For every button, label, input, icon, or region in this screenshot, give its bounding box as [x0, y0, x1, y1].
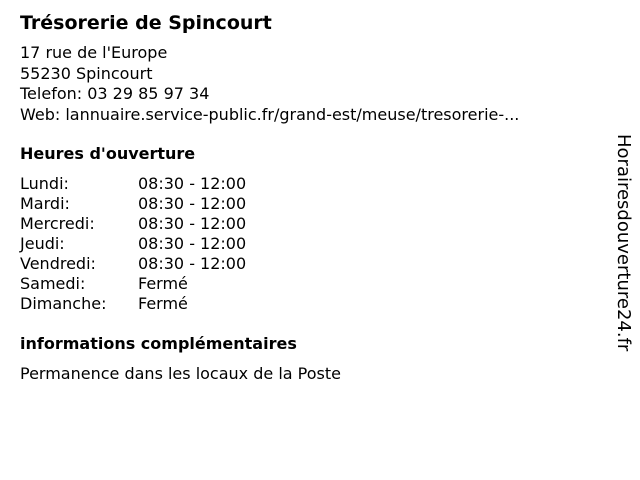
day-label: Samedi:	[20, 274, 86, 293]
site-watermark: Horairesdouverture24.fr	[613, 134, 634, 352]
day-label: Mercredi:	[20, 214, 95, 233]
street-address: 17 rue de l'Europe	[20, 43, 168, 62]
hours-row-saturday	[20, 274, 246, 294]
phone-number: Telefon: 03 29 85 97 34	[20, 84, 210, 103]
address-block	[20, 43, 519, 125]
time-value: 08:30 - 12:00	[138, 254, 247, 273]
time-value: Fermé	[138, 274, 188, 293]
hours-row-monday	[20, 174, 246, 194]
website-link[interactable]: Web: lannuaire.service-public.fr/grand-est/meuse/tresorerie-...	[20, 104, 520, 124]
opening-hours-heading: Heures d'ouverture	[20, 144, 196, 163]
day-label: Mardi:	[20, 194, 70, 213]
hours-row-thursday	[20, 234, 246, 254]
time-value: 08:30 - 12:00	[138, 214, 247, 233]
business-title: Trésorerie de Spincourt	[20, 12, 272, 34]
opening-hours-table	[20, 174, 246, 314]
day-label: Jeudi:	[20, 234, 65, 253]
time-value: 08:30 - 12:00	[138, 174, 247, 193]
time-value: 08:30 - 12:00	[138, 194, 247, 213]
day-label: Vendredi:	[20, 254, 96, 273]
additional-info-heading: informations complémentaires	[20, 334, 297, 353]
city-postcode: 55230 Spincourt	[20, 63, 153, 83]
hours-row-tuesday	[20, 194, 246, 214]
time-value: 08:30 - 12:00	[138, 234, 247, 253]
time-value: Fermé	[138, 294, 188, 313]
day-label: Lundi:	[20, 174, 69, 193]
day-label: Dimanche:	[20, 294, 107, 313]
hours-row-wednesday	[20, 214, 246, 234]
additional-info-text: Permanence dans les locaux de la Poste	[20, 364, 341, 383]
hours-row-friday	[20, 254, 246, 274]
hours-row-sunday	[20, 294, 246, 314]
